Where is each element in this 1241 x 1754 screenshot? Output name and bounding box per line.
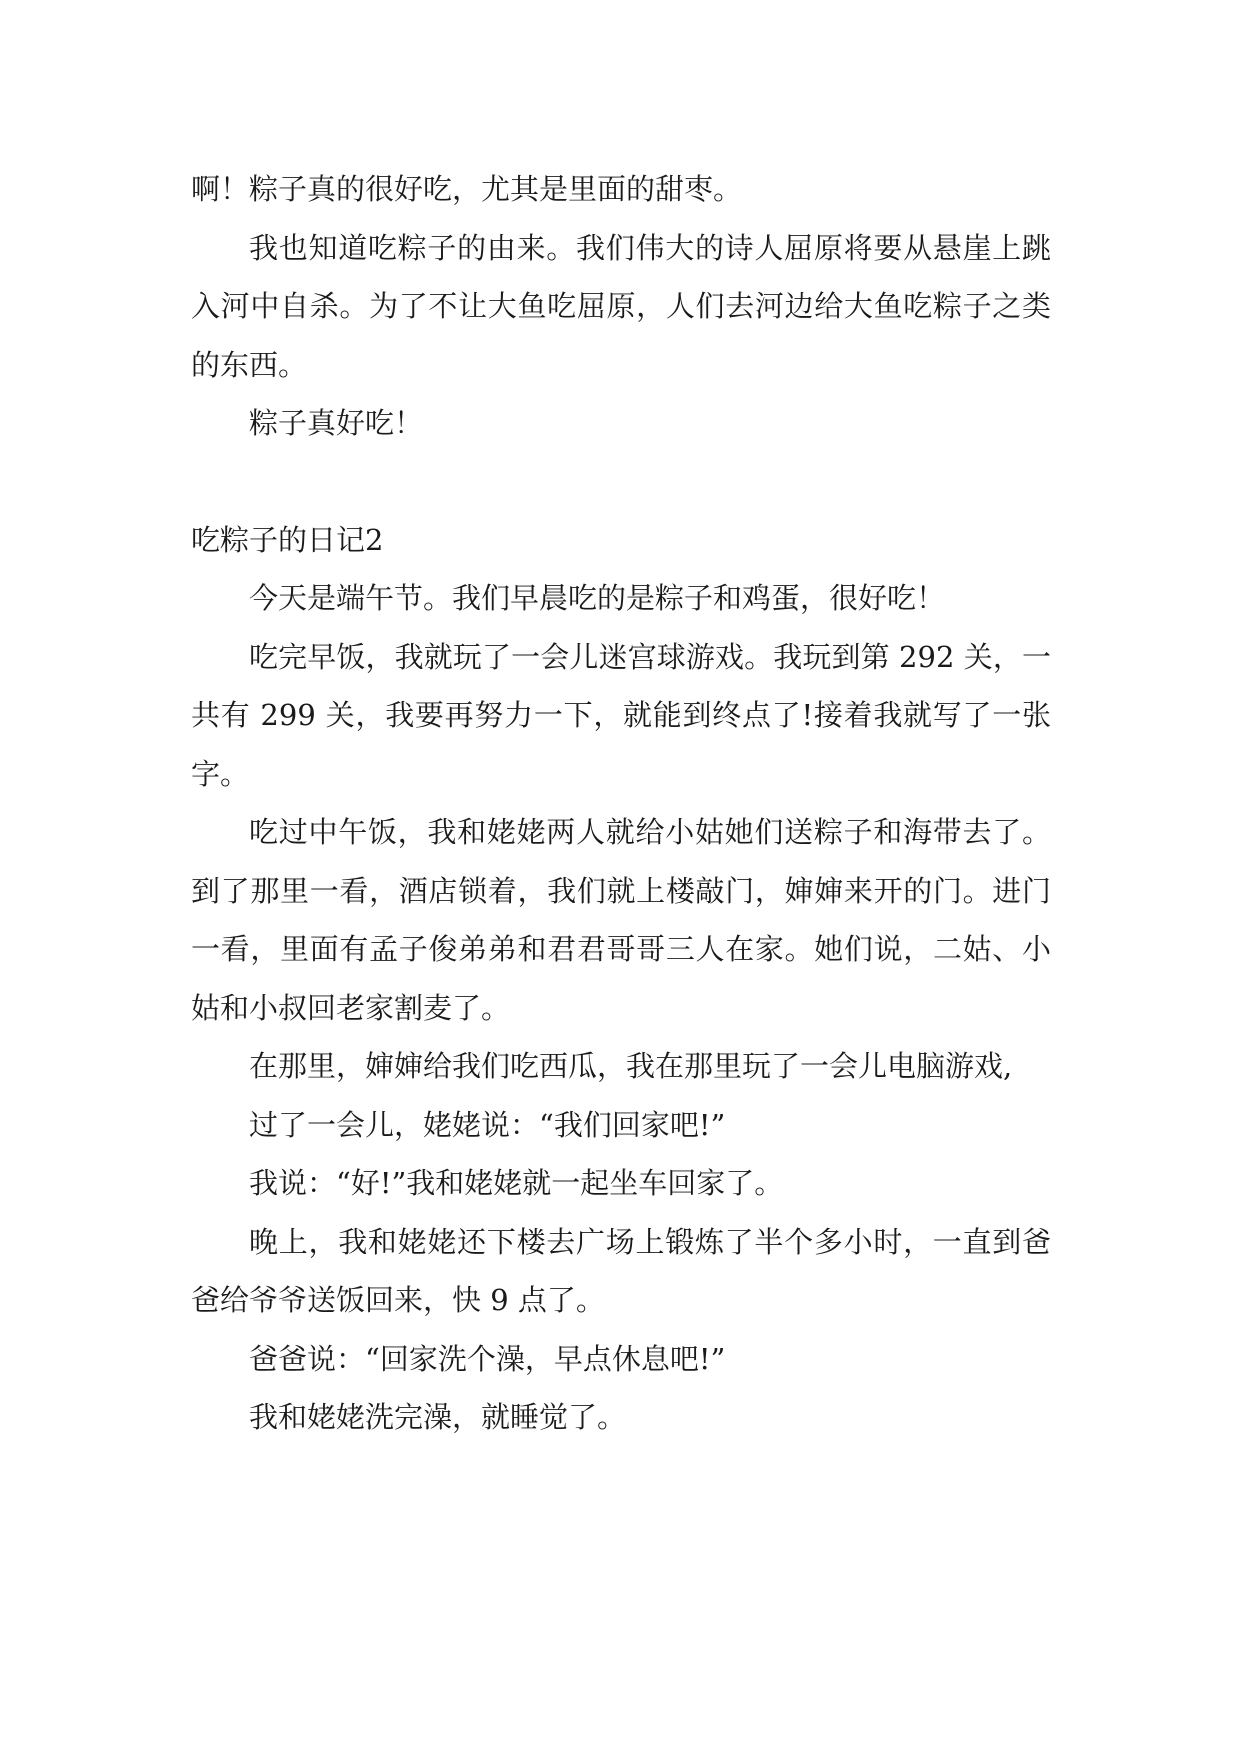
paragraph: 今天是端午节。我们早晨吃的是粽子和鸡蛋，很好吃！: [249, 581, 946, 615]
paragraph: 粽子真好吃！: [249, 406, 424, 440]
paragraph: 我和姥姥洗完澡，就睡觉了。: [249, 1400, 627, 1434]
paragraph: 我说：“好!”我和姥姥就一起坐车回家了。: [249, 1166, 784, 1200]
paragraph: 爸爸说：“回家洗个澡，早点休息吧!”: [249, 1341, 726, 1376]
paragraph: 过了一会儿，姥姥说：“我们回家吧!”: [249, 1107, 726, 1142]
paragraph: 在那里，婶婶给我们吃西瓜，我在那里玩了一会儿电脑游戏,: [249, 1049, 1013, 1083]
paragraph: 吃完早饭，我就玩了一会儿迷宫球游戏。我玩到第 292 关，一共有 299 关，我要再努力一下，就能到终点了!接着我就写了一张字。: [191, 639, 1051, 791]
paragraph: 我也知道吃粽子的由来。我们伟大的诗人屈原将要从悬崖上跳入河中自杀。为了不让大鱼吃屈原，人们去河边给大鱼吃粽子之类的东西。: [191, 230, 1051, 382]
paragraph: 啊！粽子真的很好吃，尤其是里面的甜枣。: [191, 172, 743, 206]
document-body: [191, 160, 1051, 1447]
paragraph: 晚上，我和姥姥还下楼去广场上锻炼了半个多小时，一直到爸爸给爷爷送饭回来，快 9 点了。: [191, 1224, 1051, 1317]
section-title: 吃粽子的日记2: [191, 522, 384, 557]
paragraph: 吃过中午饭，我和姥姥两人就给小姑她们送粽子和海带去了。到了那里一看，酒店锁着，我们就上楼敲门，婶婶来开的门。进门一看，里面有孟子俊弟弟和君君哥哥三人在家。她们说，二姑、小姑和小叔回老家割麦了。: [191, 815, 1051, 1025]
